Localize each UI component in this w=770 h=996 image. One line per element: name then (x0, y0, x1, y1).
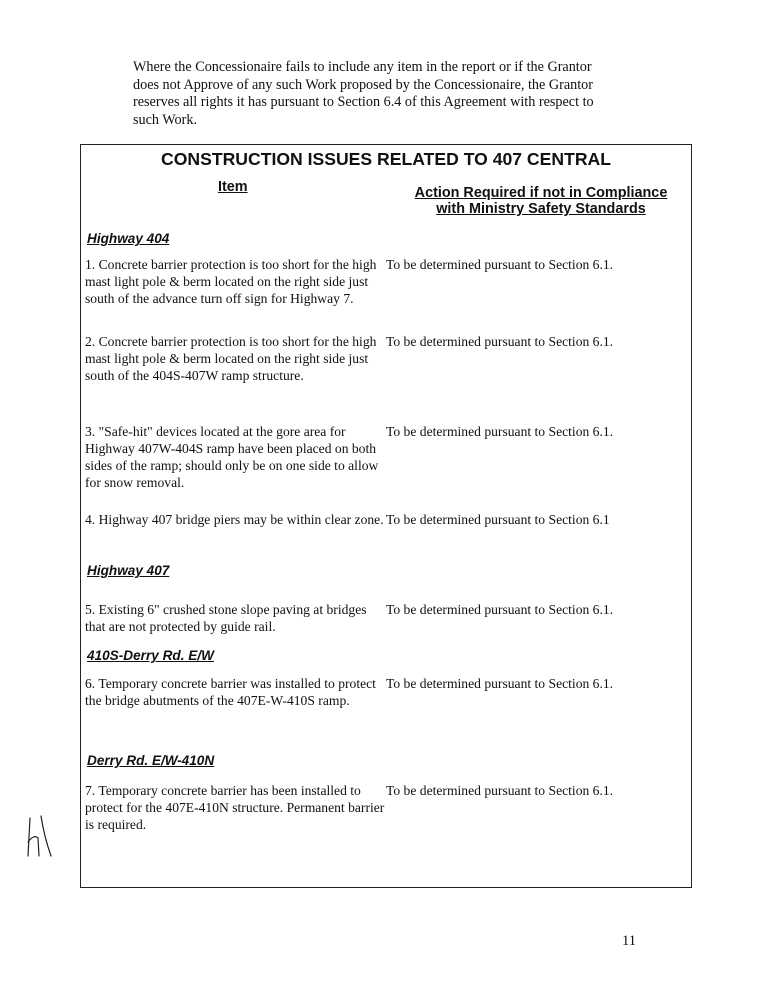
section-highway-404: Highway 404 (87, 231, 170, 246)
action-1: To be determined pursuant to Section 6.1. (386, 257, 614, 272)
action-5: To be determined pursuant to Section 6.1. (386, 602, 614, 617)
page-number: 11 (622, 933, 636, 949)
issue-1: 1. Concrete barrier protection is too short for the high mast light pole & berm located on the right side just south of the advance turn off sign for Highway 7. (85, 257, 377, 306)
intro-paragraph: Where the Concessionaire fails to include any item in the report or if the Grantor does not Approve of any such Work proposed by the Concessionaire, the Grantor reserves all rights it has pursuant to Section 6.4 of this Agreement with respect to such Work. (133, 59, 594, 128)
column-header-item: Item (218, 179, 248, 195)
action-3: To be determined pursuant to Section 6.1. (386, 424, 614, 439)
issue-7: 7. Temporary concrete barrier has been installed to protect for the 407E-410N structure. Permanent barrier is required. (85, 783, 385, 832)
handwritten-initial-mark (24, 812, 54, 860)
column-header-action: Action Required if not in Compliance with Ministry Safety Standards (414, 185, 668, 217)
section-derry-410n: Derry Rd. E/W-410N (87, 753, 215, 768)
action-2: To be determined pursuant to Section 6.1. (386, 334, 614, 349)
construction-issues-table (80, 144, 692, 888)
section-highway-407: Highway 407 (87, 563, 170, 578)
action-6: To be determined pursuant to Section 6.1. (386, 676, 614, 691)
issue-3: 3. "Safe-hit" devices located at the gore area for Highway 407W-404S ramp have been placed on both sides of the ramp; should only be on one side to allow for snow removal. (85, 424, 379, 490)
table-title: CONSTRUCTION ISSUES RELATED TO 407 CENTRAL (161, 149, 611, 169)
action-4: To be determined pursuant to Section 6.1 (386, 512, 610, 527)
issue-5: 5. Existing 6" crushed stone slope paving at bridges that are not protected by guide rail. (85, 602, 367, 634)
section-410s-derry: 410S-Derry Rd. E/W (87, 648, 214, 663)
issue-4: 4. Highway 407 bridge piers may be within clear zone. (85, 512, 384, 527)
issue-2: 2. Concrete barrier protection is too short for the high mast light pole & berm located on the right side just south of the 404S-407W ramp structure. (85, 334, 377, 383)
action-7: To be determined pursuant to Section 6.1. (386, 783, 614, 798)
issue-6: 6. Temporary concrete barrier was installed to protect the bridge abutments of the 407E-W-410S ramp. (85, 676, 376, 708)
